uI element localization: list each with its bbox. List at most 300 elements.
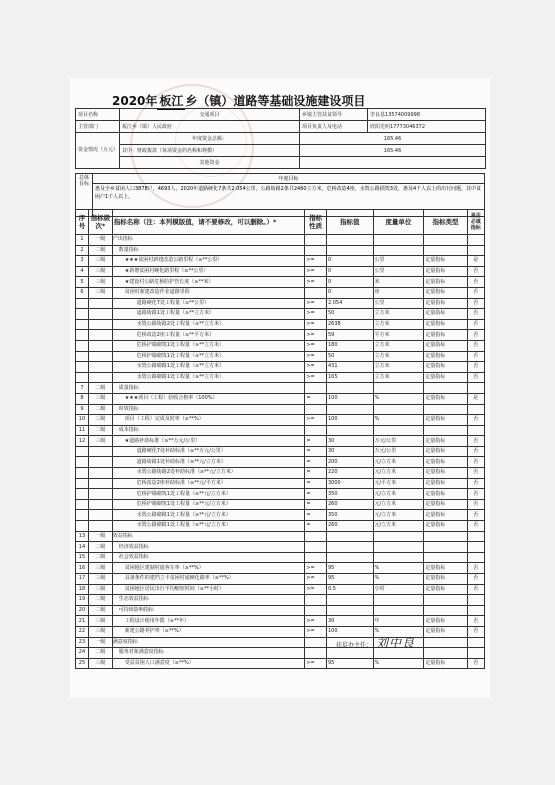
cell-no [76, 446, 89, 457]
cell-type: 定量指标 [424, 256, 467, 267]
title-county: 板江 [159, 94, 184, 108]
cell-level: 三级 [88, 415, 112, 426]
cell-value: 50 [326, 309, 373, 320]
cell-value: 95 [326, 658, 373, 669]
cell-nature [305, 605, 327, 616]
cell-value: 30 [326, 436, 373, 447]
cell-name: 贫困地区建制村通客车率（≥**%） [112, 563, 305, 574]
cell-nature [305, 637, 327, 648]
cell-name: 新建公路养护率（≥**%） [112, 626, 305, 637]
cell-nature: = [305, 436, 327, 447]
cell-nature [305, 383, 327, 394]
cell-name: 贫困地区居民出行平均缩短时间（≥**小时） [112, 584, 305, 595]
cell-no [76, 330, 89, 341]
cell-nature [305, 245, 327, 256]
cell-unit: 万元/公里 [373, 436, 424, 447]
cell-unit [373, 552, 424, 563]
cell-core [467, 245, 484, 256]
table-row [76, 468, 485, 479]
cell-value: 260 [326, 499, 373, 510]
cell-level [88, 319, 112, 330]
cell-name: 时效指标 [112, 404, 305, 415]
col-no-header: 序号 [76, 210, 89, 235]
cell-unit: 公里 [373, 266, 424, 277]
cell-value: 431 [326, 362, 373, 373]
cell-type: 定量指标 [424, 436, 467, 447]
cell-core: 否 [467, 563, 484, 574]
cell-core: 否 [467, 287, 484, 298]
cell-name: 水毁公路街路2处补助标准（≥**元/立方米） [112, 468, 305, 479]
cell-core: 否 [467, 626, 484, 637]
cell-level [88, 521, 112, 532]
cell-type: 定量指标 [424, 574, 467, 585]
cell-nature: >= [305, 309, 327, 320]
cell-name: 质量指标 [112, 383, 305, 394]
project-name-row [76, 109, 486, 121]
cell-name: 可持续影响指标 [112, 605, 305, 616]
cell-value [326, 605, 373, 616]
cell-nature: = [305, 468, 327, 479]
cell-unit: 立方米 [373, 351, 424, 362]
cell-core [467, 235, 484, 246]
cell-value: 0 [326, 256, 373, 267]
cell-name: 具备条件的建档立卡贫困村通硬化路率（≥**%） [112, 574, 305, 585]
cell-name: 水毁公路砌路1处工程量（≥**元/立方米） [112, 510, 305, 521]
table-row [76, 415, 485, 426]
cell-no: 7 [76, 383, 89, 394]
funds-total-row [76, 133, 486, 145]
table-row [76, 542, 485, 553]
cell-type [424, 605, 467, 616]
cell-nature [305, 287, 327, 298]
cell-value: 2638 [326, 319, 373, 330]
department-row [76, 121, 486, 133]
manager-label: 项目负责人及电话 [300, 121, 368, 133]
leader-label: 乡镇主管扶贫领导 [300, 109, 368, 121]
cell-level: 三级 [88, 626, 112, 637]
cell-nature: >= [305, 584, 327, 595]
cell-level: 三级 [88, 277, 112, 288]
cell-core: 否 [467, 351, 484, 362]
cell-type: 定量指标 [424, 319, 467, 330]
cell-core: 否 [467, 319, 484, 330]
cell-no: 8 [76, 393, 89, 404]
cell-nature [305, 235, 327, 246]
cell-nature [305, 404, 327, 415]
cell-name: 经济效益指标 [112, 542, 305, 553]
cell-name: 道路街路1处补助标准（≥**元/立方米） [112, 457, 305, 468]
cell-value: 2.054 [326, 298, 373, 309]
cell-value [326, 595, 373, 606]
cell-no: 17 [76, 574, 89, 585]
cell-unit: 元/立方米 [373, 489, 424, 500]
cell-value: 0 [326, 277, 373, 288]
cell-level [88, 298, 112, 309]
table-row [76, 626, 485, 637]
cell-core: 否 [467, 521, 484, 532]
cell-unit [373, 605, 424, 616]
funds-other-label: 其他资金 [120, 157, 300, 169]
cell-core: 否 [467, 340, 484, 351]
cell-type: 定量指标 [424, 468, 467, 479]
cell-type: 定量指标 [424, 521, 467, 532]
cell-name: 满意度指标 [112, 637, 305, 648]
cell-core: 否 [467, 499, 484, 510]
goal-header: 年度目标 [93, 174, 485, 184]
cell-value [326, 404, 373, 415]
cell-core: 是 [467, 393, 484, 404]
cell-no [76, 362, 89, 373]
cell-core [467, 595, 484, 606]
cell-no: 6 [76, 287, 89, 298]
cell-type: 定量指标 [424, 266, 467, 277]
cell-type [424, 245, 467, 256]
cell-value: 220 [326, 468, 373, 479]
cell-no [76, 340, 89, 351]
cell-level [88, 351, 112, 362]
cell-core: 否 [467, 584, 484, 595]
funds-fin-row [76, 145, 486, 157]
cell-no [76, 309, 89, 320]
cell-level [88, 478, 112, 489]
cell-value [326, 542, 373, 553]
cell-value: 200 [326, 457, 373, 468]
cell-unit: 年 [373, 616, 424, 627]
cell-unit: 万元/公里 [373, 446, 424, 457]
table-row [76, 340, 485, 351]
table-row [76, 637, 485, 648]
cell-type: 定量指标 [424, 510, 467, 521]
cell-type: 定量指标 [424, 584, 467, 595]
cell-core [467, 425, 484, 436]
cell-no: 24 [76, 648, 89, 659]
cell-core: 否 [467, 298, 484, 309]
cell-value [326, 245, 373, 256]
cell-nature: >= [305, 330, 327, 341]
cell-core: 否 [467, 510, 484, 521]
indicator-table [75, 209, 485, 669]
cell-core: 否 [467, 436, 484, 447]
cell-nature [305, 531, 327, 542]
cell-unit: % [373, 658, 424, 669]
cell-no [76, 521, 89, 532]
cell-level [88, 340, 112, 351]
cell-unit [373, 245, 424, 256]
cell-no [76, 298, 89, 309]
cell-name: 道路硬化7处补助标准（≥**万元/公里） [112, 446, 305, 457]
cell-value: 0 [326, 266, 373, 277]
cell-core: 否 [467, 446, 484, 457]
cell-name: 道路硬化7处工程量（≥**公里） [112, 298, 305, 309]
cell-name: 项目（工程）完成及时率（≥**%） [112, 415, 305, 426]
cell-level: 三级 [88, 287, 112, 298]
cell-no: 5 [76, 277, 89, 288]
cell-no [76, 510, 89, 521]
table-row [76, 298, 485, 309]
cell-no [76, 457, 89, 468]
cell-no: 23 [76, 637, 89, 648]
cell-level [88, 499, 112, 510]
cell-no: 16 [76, 563, 89, 574]
cell-nature: >= [305, 658, 327, 669]
cell-unit: % [373, 626, 424, 637]
cell-core: 否 [467, 415, 484, 426]
cell-nature [305, 595, 327, 606]
cell-core: 否 [467, 489, 484, 500]
cell-type: 定量指标 [424, 478, 467, 489]
cell-type: 定量指标 [424, 351, 467, 362]
cell-unit: 立方米 [373, 319, 424, 330]
cell-core: 否 [467, 330, 484, 341]
cell-nature: = [305, 499, 327, 510]
table-row [76, 457, 485, 468]
table-row [76, 531, 485, 542]
cell-core: 是 [467, 256, 484, 267]
cell-level: 三级 [88, 616, 112, 627]
department-label: 主管部门 [76, 121, 120, 133]
table-row [76, 277, 485, 288]
table-row [76, 552, 485, 563]
col-name-header: 指标名称（注：本列模版值，请不要修改，可以删除。）* [112, 210, 305, 235]
cell-nature: >= [305, 298, 327, 309]
cell-no: 19 [76, 595, 89, 606]
cell-type: 定量指标 [424, 298, 467, 309]
cell-unit: 元/立方米 [373, 457, 424, 468]
cell-name: 危桥护墙砌筑1处工程量（≥**立方米） [112, 340, 305, 351]
table-row [76, 616, 485, 627]
cell-unit: 公里 [373, 298, 424, 309]
cell-level: 二级 [88, 552, 112, 563]
cell-type [424, 637, 467, 648]
cell-level [88, 330, 112, 341]
table-row [76, 309, 485, 320]
cell-name: 社会效益指标 [112, 552, 305, 563]
table-row [76, 584, 485, 595]
cell-name: 水毁公路街路2处工程量（≥**立方米） [112, 319, 305, 330]
cell-no: 12 [76, 436, 89, 447]
signature-area [336, 634, 415, 651]
cell-type [424, 383, 467, 394]
cell-level: 三级 [88, 574, 112, 585]
cell-type: 定量指标 [424, 563, 467, 574]
cell-nature: >= [305, 256, 327, 267]
cell-level: 三级 [88, 393, 112, 404]
cell-type: 定量指标 [424, 489, 467, 500]
cell-no: 22 [76, 626, 89, 637]
funds-total-label: 年度资金总额： [120, 133, 300, 145]
cell-no: 10 [76, 415, 89, 426]
funds-label: 资金情况（万元） [76, 133, 120, 169]
cell-core [467, 605, 484, 616]
table-row [76, 605, 485, 616]
cell-type: 定量指标 [424, 415, 467, 426]
signature-handwriting: 刘中良 [376, 636, 416, 650]
cell-nature: >= [305, 626, 327, 637]
cell-value: 0 [326, 287, 373, 298]
cell-type: 定量指标 [424, 340, 467, 351]
table-row [76, 235, 485, 246]
cell-name: 贫困村新建改造作业道路里程 [112, 287, 305, 298]
table-row [76, 489, 485, 500]
cell-type [424, 531, 467, 542]
cell-nature: = [305, 478, 327, 489]
cell-value: 350 [326, 510, 373, 521]
cell-name: 受益贫困人口满意度（≥**%） [112, 658, 305, 669]
cell-value: 30 [326, 616, 373, 627]
funds-fin-label: 其中：财政拨款（每项资金的名称和规模） [120, 145, 300, 157]
cell-name: ★★★贫困村新建改造公路里程（≥**公里） [112, 256, 305, 267]
cell-value: 30 [326, 446, 373, 457]
cell-name: 服务对象满意度指标 [112, 648, 305, 659]
cell-value: 100 [326, 393, 373, 404]
cell-unit: 立方米 [373, 309, 424, 320]
cell-type [424, 648, 467, 659]
cell-level: 二级 [88, 425, 112, 436]
cell-value: 59 [326, 330, 373, 341]
cell-value: 180 [326, 340, 373, 351]
cell-nature: >= [305, 372, 327, 383]
cell-nature: >= [305, 351, 327, 362]
cell-core [467, 531, 484, 542]
cell-value [326, 531, 373, 542]
table-row [76, 372, 485, 383]
cell-core: 否 [467, 658, 484, 669]
cell-level: 二级 [88, 605, 112, 616]
cell-level: 一级 [88, 531, 112, 542]
cell-type [424, 552, 467, 563]
cell-name: 道路街路1处工程量（≥**立方米） [112, 309, 305, 320]
table-row [76, 404, 485, 415]
cell-core [467, 648, 484, 659]
cell-type: 定量指标 [424, 277, 467, 288]
cell-level: 三级 [88, 256, 112, 267]
cell-no: 11 [76, 425, 89, 436]
cell-type: 定量指标 [424, 362, 467, 373]
cell-name: ★★★项目（工程）验收合格率（100%） [112, 393, 305, 404]
cell-nature: = [305, 510, 327, 521]
cell-no: 25 [76, 658, 89, 669]
cell-nature: >= [305, 616, 327, 627]
table-row [76, 521, 485, 532]
cell-level: 三级 [88, 584, 112, 595]
cell-type: 定量指标 [424, 658, 467, 669]
cell-level: 二级 [88, 404, 112, 415]
cell-unit [373, 404, 424, 415]
table-row [76, 478, 485, 489]
cell-name: 危桥护墙砌筑1处工程量（≥**立方米） [112, 351, 305, 362]
cell-unit: 元/立方米 [373, 510, 424, 521]
cell-type: 定量指标 [424, 446, 467, 457]
table-row [76, 510, 485, 521]
cell-type [424, 404, 467, 415]
cell-type: 定量指标 [424, 330, 467, 341]
cell-no [76, 489, 89, 500]
cell-level: 三级 [88, 436, 112, 447]
cell-unit [373, 425, 424, 436]
cell-nature: = [305, 489, 327, 500]
cell-name: ★新增贫困村硬化路里程（≥**公里） [112, 266, 305, 277]
cell-value [326, 552, 373, 563]
cell-level: 二级 [88, 383, 112, 394]
title-prefix: 2020年 [112, 94, 158, 108]
cell-name: 水毁公路砌路1处工程量（≥**立方米） [112, 362, 305, 373]
cell-type [424, 595, 467, 606]
cell-nature: >= [305, 319, 327, 330]
cell-unit: 元/平方米 [373, 478, 424, 489]
cell-type: 定量指标 [424, 499, 467, 510]
cell-nature: = [305, 457, 327, 468]
table-row [76, 351, 485, 362]
col-type-header: 指标类型 [424, 210, 467, 235]
cell-name: 危桥护墙砌筑1处工程量（≥**元/立方米） [112, 499, 305, 510]
cell-name: 成本指标 [112, 425, 305, 436]
cell-no: 15 [76, 552, 89, 563]
cell-value: 95 [326, 574, 373, 585]
cell-level [88, 510, 112, 521]
cell-no: 14 [76, 542, 89, 553]
cell-name: 工程设计使用年限（≥**年） [112, 616, 305, 627]
cell-core: 否 [467, 478, 484, 489]
cell-no: 13 [76, 531, 89, 542]
cell-unit [373, 542, 424, 553]
cell-level: 三级 [88, 658, 112, 669]
cell-core [467, 637, 484, 648]
cell-no: 21 [76, 616, 89, 627]
cell-nature: >= [305, 574, 327, 585]
cell-no: 1 [76, 235, 89, 246]
cell-no: 18 [76, 584, 89, 595]
cell-core: 否 [467, 362, 484, 373]
table-row [76, 393, 485, 404]
cell-unit [373, 531, 424, 542]
table-row [76, 383, 485, 394]
table-row [76, 563, 485, 574]
cell-core [467, 404, 484, 415]
cell-name: ★建设村公路危桥防护管长度（≥**米） [112, 277, 305, 288]
cell-value: 165 [326, 372, 373, 383]
cell-core: 否 [467, 266, 484, 277]
table-row [76, 436, 485, 447]
cell-type: 定量指标 [424, 372, 467, 383]
cell-level [88, 468, 112, 479]
cell-no: 2 [76, 245, 89, 256]
cell-value: 0.5 [326, 584, 373, 595]
cell-level: 一级 [88, 637, 112, 648]
cell-no [76, 468, 89, 479]
cell-no: 3 [76, 256, 89, 267]
cell-unit: % [373, 415, 424, 426]
signature-label: 扶贫办主任： [336, 642, 373, 649]
cell-value [326, 383, 373, 394]
cell-no: 9 [76, 404, 89, 415]
project-name-value: 交通项目 [120, 109, 300, 121]
project-info-table [75, 108, 486, 169]
col-unit-header: 度量单位 [373, 210, 424, 235]
cell-level [88, 362, 112, 373]
cell-unit: 平方米 [373, 330, 424, 341]
cell-core [467, 542, 484, 553]
col-value-header: 指标值 [326, 210, 373, 235]
cell-unit: % [373, 393, 424, 404]
table-row [76, 446, 485, 457]
cell-level: 二级 [88, 542, 112, 553]
table-row [76, 595, 485, 606]
cell-nature: >= [305, 415, 327, 426]
table-row [76, 574, 485, 585]
cell-core: 否 [467, 616, 484, 627]
cell-nature: = [305, 393, 327, 404]
cell-no [76, 319, 89, 330]
